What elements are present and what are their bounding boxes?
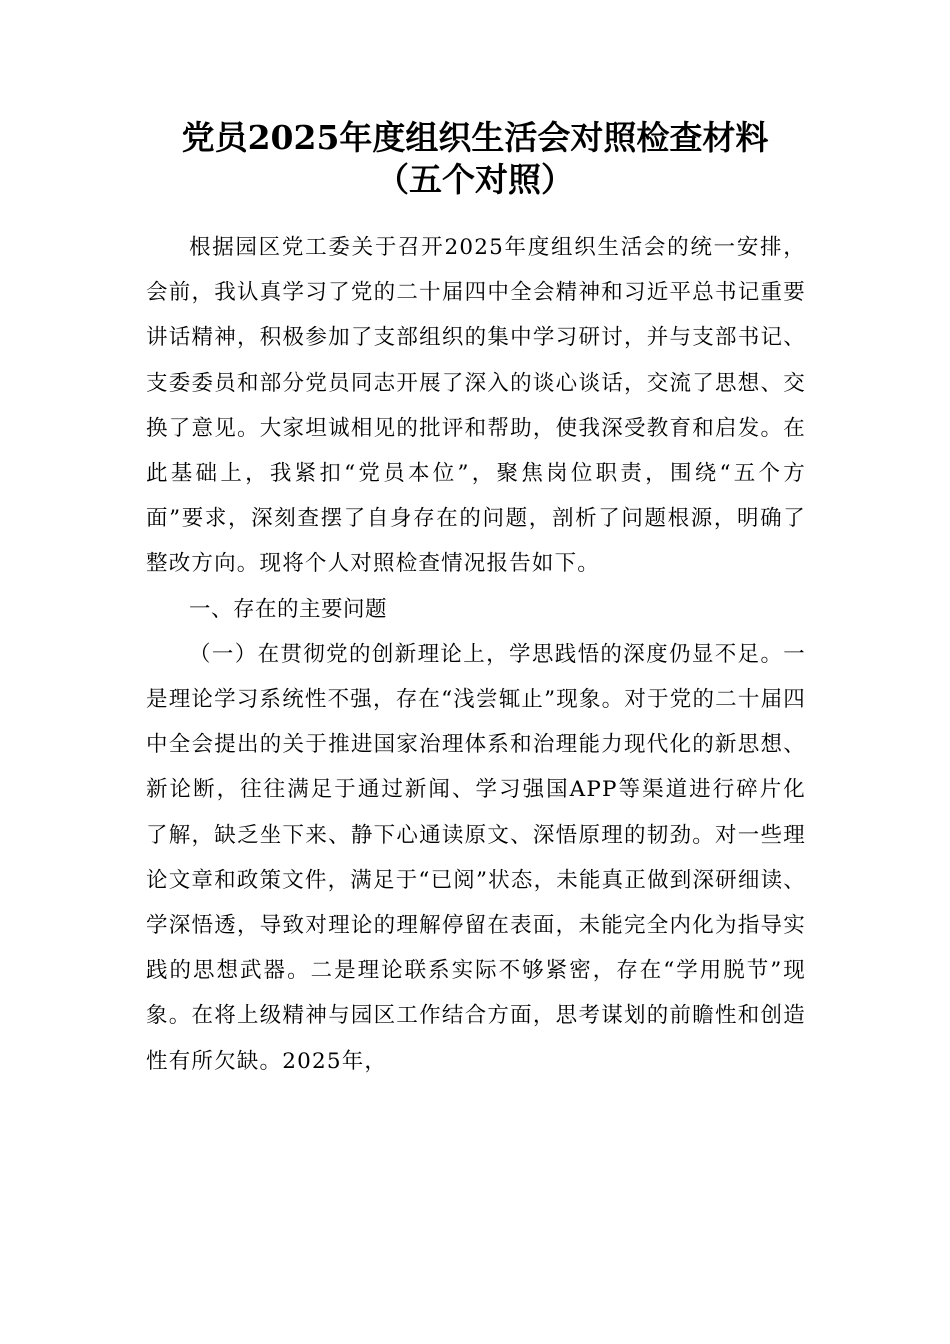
document-subtitle: （五个对照）	[376, 160, 574, 199]
section-heading: 一、存在的主要问题	[189, 596, 388, 622]
subsection-body: 一是理论学习系统性不强，存在“浅尝辄止”现象。对于党的二十届四中全会提出的关于推进国家治理体系和治理能力现代化的新思想、新论断，往往满足于通过新闻、学习强国APP等渠道进行碎片化了解，缺乏坐下来、静下心通读原文、深悟原理的韧劲。对一些理论文章和政策文件，满足于“已阅”状态，未能真正做到深研细读、学深悟透，导致对理论的理解停留在表面，未能完全内化为指导实践的思想武器。二是理论联系实际不够紧密，存在“学用脱节”现象。在将上级精神与园区工作结合方面，思考谋划的前瞻性和创造性有所欠缺。2025年，	[146, 641, 806, 1074]
subsection-paragraph	[146, 632, 806, 1084]
subsection-heading: （一）在贯彻党的创新理论上，学思践悟的深度仍显不足。	[189, 641, 784, 667]
document-body	[146, 225, 806, 1084]
intro-paragraph: 根据园区党工委关于召开2025年度组织生活会的统一安排，会前，我认真学习了党的二十届四中全会精神和习近平总书记重要讲话精神，积极参加了支部组织的集中学习研讨，并与支部书记、支委委员和部分党员同志开展了深入的谈心谈话，交流了思想、交换了意见。大家坦诚相见的批评和帮助，使我深受教育和启发。在此基础上，我紧扣“党员本位”，聚焦岗位职责，围绕“五个方面”要求，深刻查摆了自身存在的问题，剖析了问题根源，明确了整改方向。现将个人对照检查情况报告如下。	[146, 235, 806, 577]
document-title: 党员2025年度组织生活会对照检查材料	[181, 118, 769, 157]
